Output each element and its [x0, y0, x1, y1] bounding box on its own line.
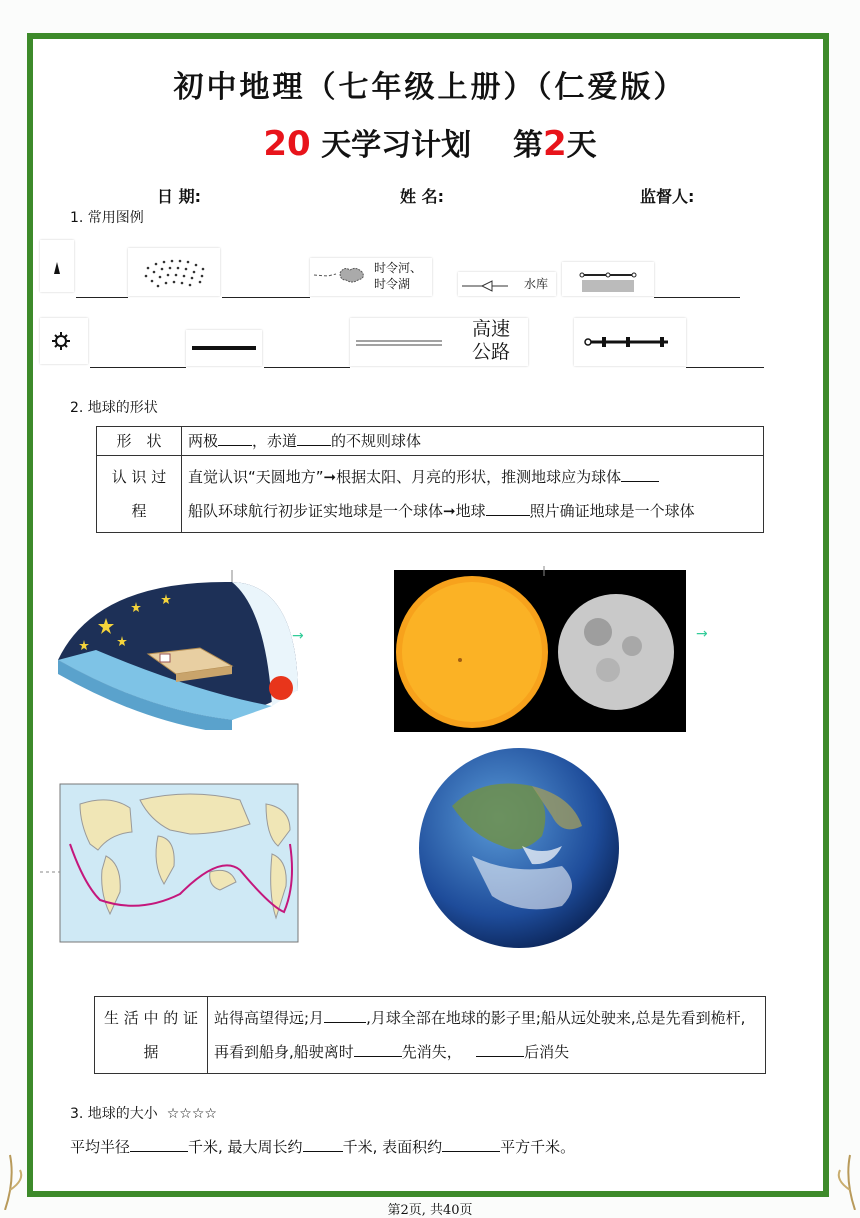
answer-blank[interactable] [654, 296, 740, 298]
process-text: 船队环球航行初步证实地球是一个球体➞地球 [188, 502, 486, 520]
evidence-text: 后消失 [524, 1043, 570, 1061]
world-map-image [40, 774, 316, 950]
answer-blank[interactable] [297, 431, 331, 446]
reservoir-arrow-icon [458, 272, 518, 296]
section-heading [70, 1103, 217, 1123]
highway-line-icon [350, 318, 450, 366]
process-label-cell [97, 456, 182, 533]
earth-photo [412, 746, 626, 950]
size-text: 平方千米。 [500, 1138, 576, 1156]
answer-blank[interactable] [686, 366, 764, 368]
legend-boundary [186, 330, 262, 366]
evidence-text: ,月球全部在地球的影子里;船从远处驶来,总是先看到桅杆,再看到船身,船驶离时 [214, 1009, 746, 1061]
legend-highway [350, 318, 528, 366]
page-title: 初中地理（七年级上册）（仁爱版） [173, 70, 687, 105]
answer-blank[interactable] [442, 1137, 500, 1152]
svg-text:→: → [292, 628, 304, 644]
answer-blank[interactable] [476, 1042, 524, 1057]
answer-blank[interactable] [324, 1008, 366, 1023]
railway-icon [562, 262, 654, 296]
boundary-line-icon [186, 330, 262, 366]
answer-blank[interactable] [486, 501, 530, 516]
sky-dome-illustration [36, 570, 312, 730]
answer-blank[interactable] [90, 366, 186, 368]
answer-blank[interactable] [222, 296, 310, 298]
desert-dots-icon [128, 248, 220, 296]
shape-label-cell [97, 427, 182, 456]
legend-reservoir [458, 272, 556, 296]
legend-railway-station [574, 318, 686, 366]
size-text: 千米, 最大周长约 [188, 1138, 303, 1156]
section-heading: 1. 常用图例 [70, 210, 144, 226]
shape-label: 形 状 [116, 432, 162, 450]
shape-text-cell [182, 427, 764, 456]
evidence-label: 生 活 中 的 证 据 [103, 1009, 199, 1061]
plan-number: 20 [263, 124, 311, 164]
plan-text: 天学习计划 [321, 128, 472, 163]
legend-sun-symbol [40, 318, 88, 364]
seasonal-river-icon [310, 258, 370, 296]
legend-railway [562, 262, 654, 296]
shape-text: 两极 [188, 432, 219, 450]
answer-blank[interactable] [130, 1137, 188, 1152]
process-label: 认 识 过 程 [111, 468, 167, 520]
gear-sun-icon [40, 318, 88, 364]
size-text: 千米, 表面积约 [342, 1138, 443, 1156]
answer-blank[interactable] [218, 431, 252, 446]
shape-text: 的不规则球体 [331, 432, 422, 450]
earth-shape-table [96, 426, 764, 533]
sun-moon-image [388, 566, 712, 734]
legend-label-highway: 高速 公路 [472, 318, 511, 363]
shape-text: ，赤道 [252, 432, 298, 450]
page-footer: 第2页, 共40页 [387, 1203, 473, 1218]
process-text: 照片确证地球是一个球体 [529, 502, 695, 520]
process-text: 直觉认识“天圆地方”➞根据太阳、月亮的形状，推测地球应为球体 [188, 468, 622, 486]
section3-heading: 3. 地球的大小 [70, 1106, 158, 1122]
evidence-text: 先消失， [401, 1043, 462, 1061]
answer-blank[interactable] [303, 1137, 343, 1152]
earth-image [412, 746, 626, 950]
answer-blank[interactable] [354, 1042, 402, 1057]
process-text-cell [182, 456, 764, 533]
supervisor-label: 监督人: [640, 187, 695, 206]
name-label: 姓 名: [400, 187, 444, 206]
circumnavigation-map [40, 774, 316, 950]
size-text: 平均半径 [70, 1138, 131, 1156]
legend-seasonal-river-lake [310, 258, 432, 296]
mountain-peak-icon [40, 240, 74, 292]
difficulty-stars: ☆☆☆☆ [166, 1106, 217, 1122]
sky-dome-image [36, 570, 312, 730]
svg-text:→: → [696, 626, 708, 642]
plan-title [0, 120, 860, 164]
evidence-text-cell [208, 997, 766, 1074]
answer-blank[interactable] [264, 366, 350, 368]
legend-desert [128, 248, 220, 296]
legend-mountain-peak [40, 240, 74, 292]
evidence-text: 站得高望得远;月 [214, 1009, 325, 1027]
railway-station-icon [574, 318, 686, 366]
date-label: 日 期: [157, 187, 201, 206]
legend-label-river-lake: 时令河、 时令湖 [374, 261, 423, 291]
life-evidence-table [94, 996, 766, 1074]
answer-blank[interactable] [621, 467, 659, 482]
legend-label-reservoir: 水库 [524, 277, 549, 291]
sun-moon-photo [388, 566, 712, 734]
day-prefix: 第 [512, 128, 543, 163]
day-suffix: 天 [566, 128, 597, 163]
evidence-label-cell [95, 997, 208, 1074]
section-heading: 2. 地球的形状 [70, 400, 158, 416]
answer-blank[interactable] [76, 296, 128, 298]
earth-size-text [70, 1136, 575, 1157]
day-number: 2 [542, 124, 567, 164]
